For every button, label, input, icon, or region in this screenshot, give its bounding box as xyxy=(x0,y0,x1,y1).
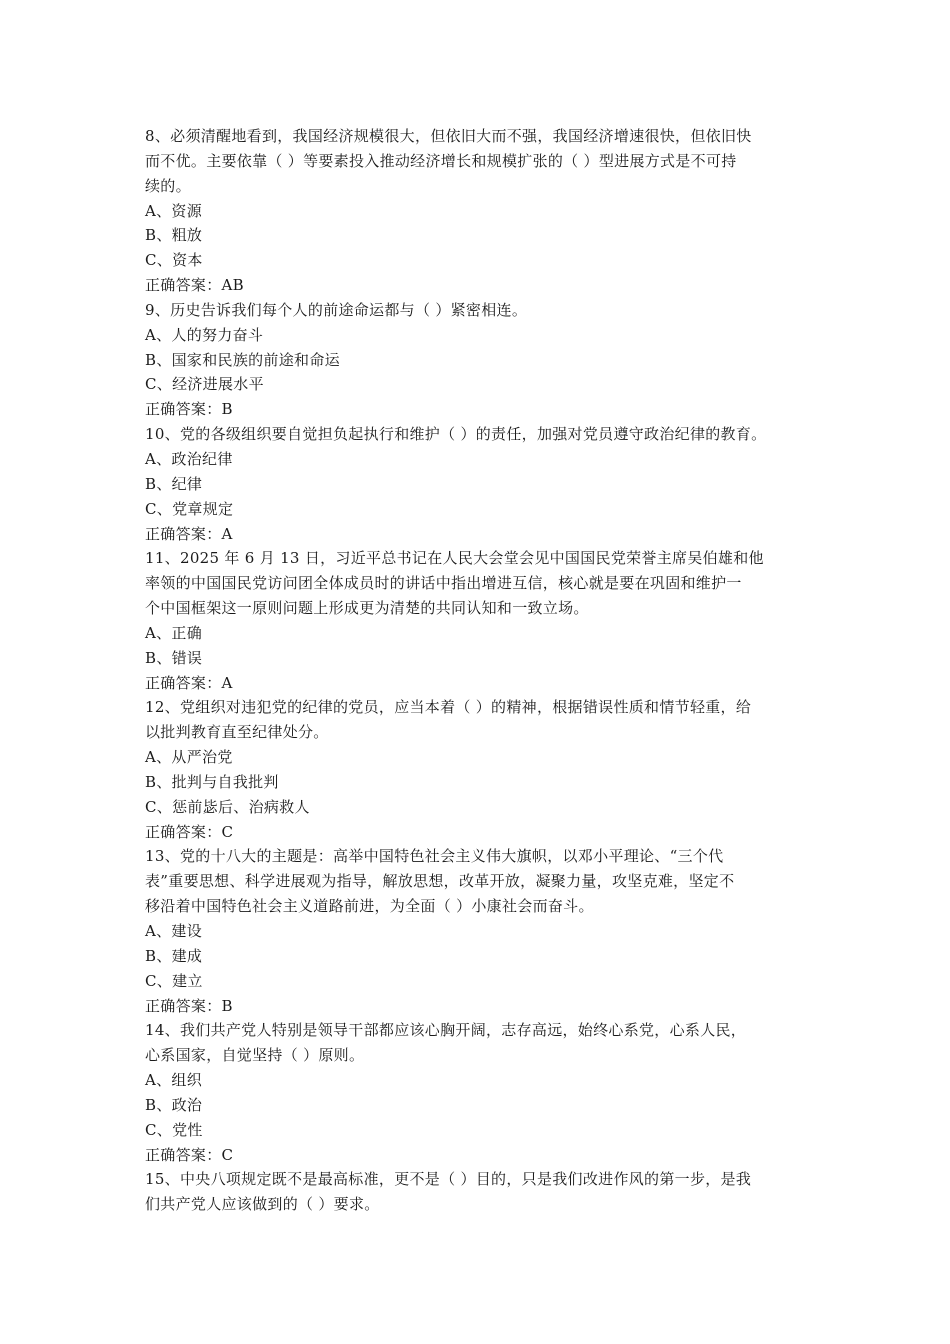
question-text-line: 15、中央八项规定既不是最高标准，更不是（ ）目的，只是我们改进作风的第一步，是我 xyxy=(145,1170,752,1189)
answer-option: C、经济进展水平 xyxy=(145,375,264,394)
question-block xyxy=(145,124,812,298)
question-list xyxy=(145,124,812,1217)
answer-option: C、党章规定 xyxy=(145,499,234,518)
question-text-line: 以批判教育直至纪律处分。 xyxy=(145,723,329,742)
question-block xyxy=(145,546,812,695)
correct-answer: 正确答案：C xyxy=(145,1145,234,1164)
correct-answer: 正确答案：B xyxy=(145,996,233,1015)
answer-option: B、错误 xyxy=(145,648,203,667)
answer-option: A、建设 xyxy=(145,922,203,940)
answer-option: A、政治纪律 xyxy=(145,449,233,468)
question-text-line: 移沿着中国特色社会主义道路前进，为全面（ ）小康社会而奋斗。 xyxy=(145,897,594,916)
answer-option: C、资本 xyxy=(145,251,203,270)
answer-option: C、建立 xyxy=(145,971,203,990)
correct-answer: 正确答案：A xyxy=(145,524,233,543)
answer-option: C、惩前毖后、治病救人 xyxy=(145,797,310,816)
answer-option: B、纪律 xyxy=(145,474,203,493)
question-block xyxy=(145,1018,812,1167)
answer-option: A、资源 xyxy=(145,201,203,220)
question-text-line: 13、党的十八大的主题是：高举中国特色社会主义伟大旗帜，以邓小平理论、“三个代 xyxy=(145,847,724,866)
answer-option: A、组织 xyxy=(145,1071,203,1090)
correct-answer: 正确答案：B xyxy=(145,400,233,419)
question-text-line: 11、2025 年 6 月 13 日，习近平总书记在人民大会堂会见中国国民党荣誉主席吴伯雄和他 xyxy=(145,549,764,568)
answer-option: B、政治 xyxy=(145,1095,203,1114)
question-text-line: 个中国框架这一原则问题上形成更为清楚的共同认知和一致立场。 xyxy=(145,599,589,618)
correct-answer: 正确答案：AB xyxy=(145,276,244,295)
correct-answer: 正确答案：C xyxy=(145,822,234,841)
answer-option: B、建成 xyxy=(145,946,203,965)
question-text-line: 14、我们共产党人特别是领导干部都应该心胸开阔，志存高远，始终心系党，心系人民， xyxy=(145,1021,747,1040)
question-text-line: 9、历史告诉我们每个人的前途命运都与（ ）紧密相连。 xyxy=(145,300,528,319)
question-block xyxy=(145,844,812,1018)
answer-option: A、人的努力奋斗 xyxy=(145,325,264,344)
question-text-line: 心系国家，自觉坚持（ ）原则。 xyxy=(145,1046,365,1065)
answer-option: C、党性 xyxy=(145,1120,203,1139)
question-block xyxy=(145,695,812,844)
question-text-line: 们共产党人应该做到的（ ）要求。 xyxy=(145,1195,380,1214)
correct-answer: 正确答案：A xyxy=(145,673,233,692)
answer-option: A、正确 xyxy=(145,623,203,642)
question-text-line: 续的。 xyxy=(145,176,191,195)
question-text-line: 8、必须清醒地看到，我国经济规模很大，但依旧大而不强，我国经济增速很快，但依旧快 xyxy=(145,127,752,145)
question-text-line: 而不优。主要依靠（ ）等要素投入推动经济增长和规模扩张的（ ）型进展方式是不可持 xyxy=(145,151,737,170)
answer-option: B、粗放 xyxy=(145,226,203,245)
question-text-line: 率领的中国国民党访问团全体成员时的讲话中指出增进互信，核心就是要在巩固和维护一 xyxy=(145,574,742,593)
answer-option: B、国家和民族的前途和命运 xyxy=(145,350,340,369)
question-text-line: 10、党的各级组织要自觉担负起执行和维护（ ）的责任，加强对党员遵守政治纪律的教育。 xyxy=(145,425,767,444)
question-text-line: 表”重要思想、科学进展观为指导，解放思想，改革开放，凝聚力量，攻坚克难，坚定不 xyxy=(145,872,735,891)
question-block xyxy=(145,298,812,422)
question-block xyxy=(145,422,812,546)
question-block xyxy=(145,1167,812,1217)
answer-option: B、批判与自我批判 xyxy=(145,772,279,791)
question-text-line: 12、党组织对违犯党的纪律的党员，应当本着（ ）的精神，根据错误性质和情节轻重，给 xyxy=(145,698,752,717)
answer-option: A、从严治党 xyxy=(145,748,233,767)
